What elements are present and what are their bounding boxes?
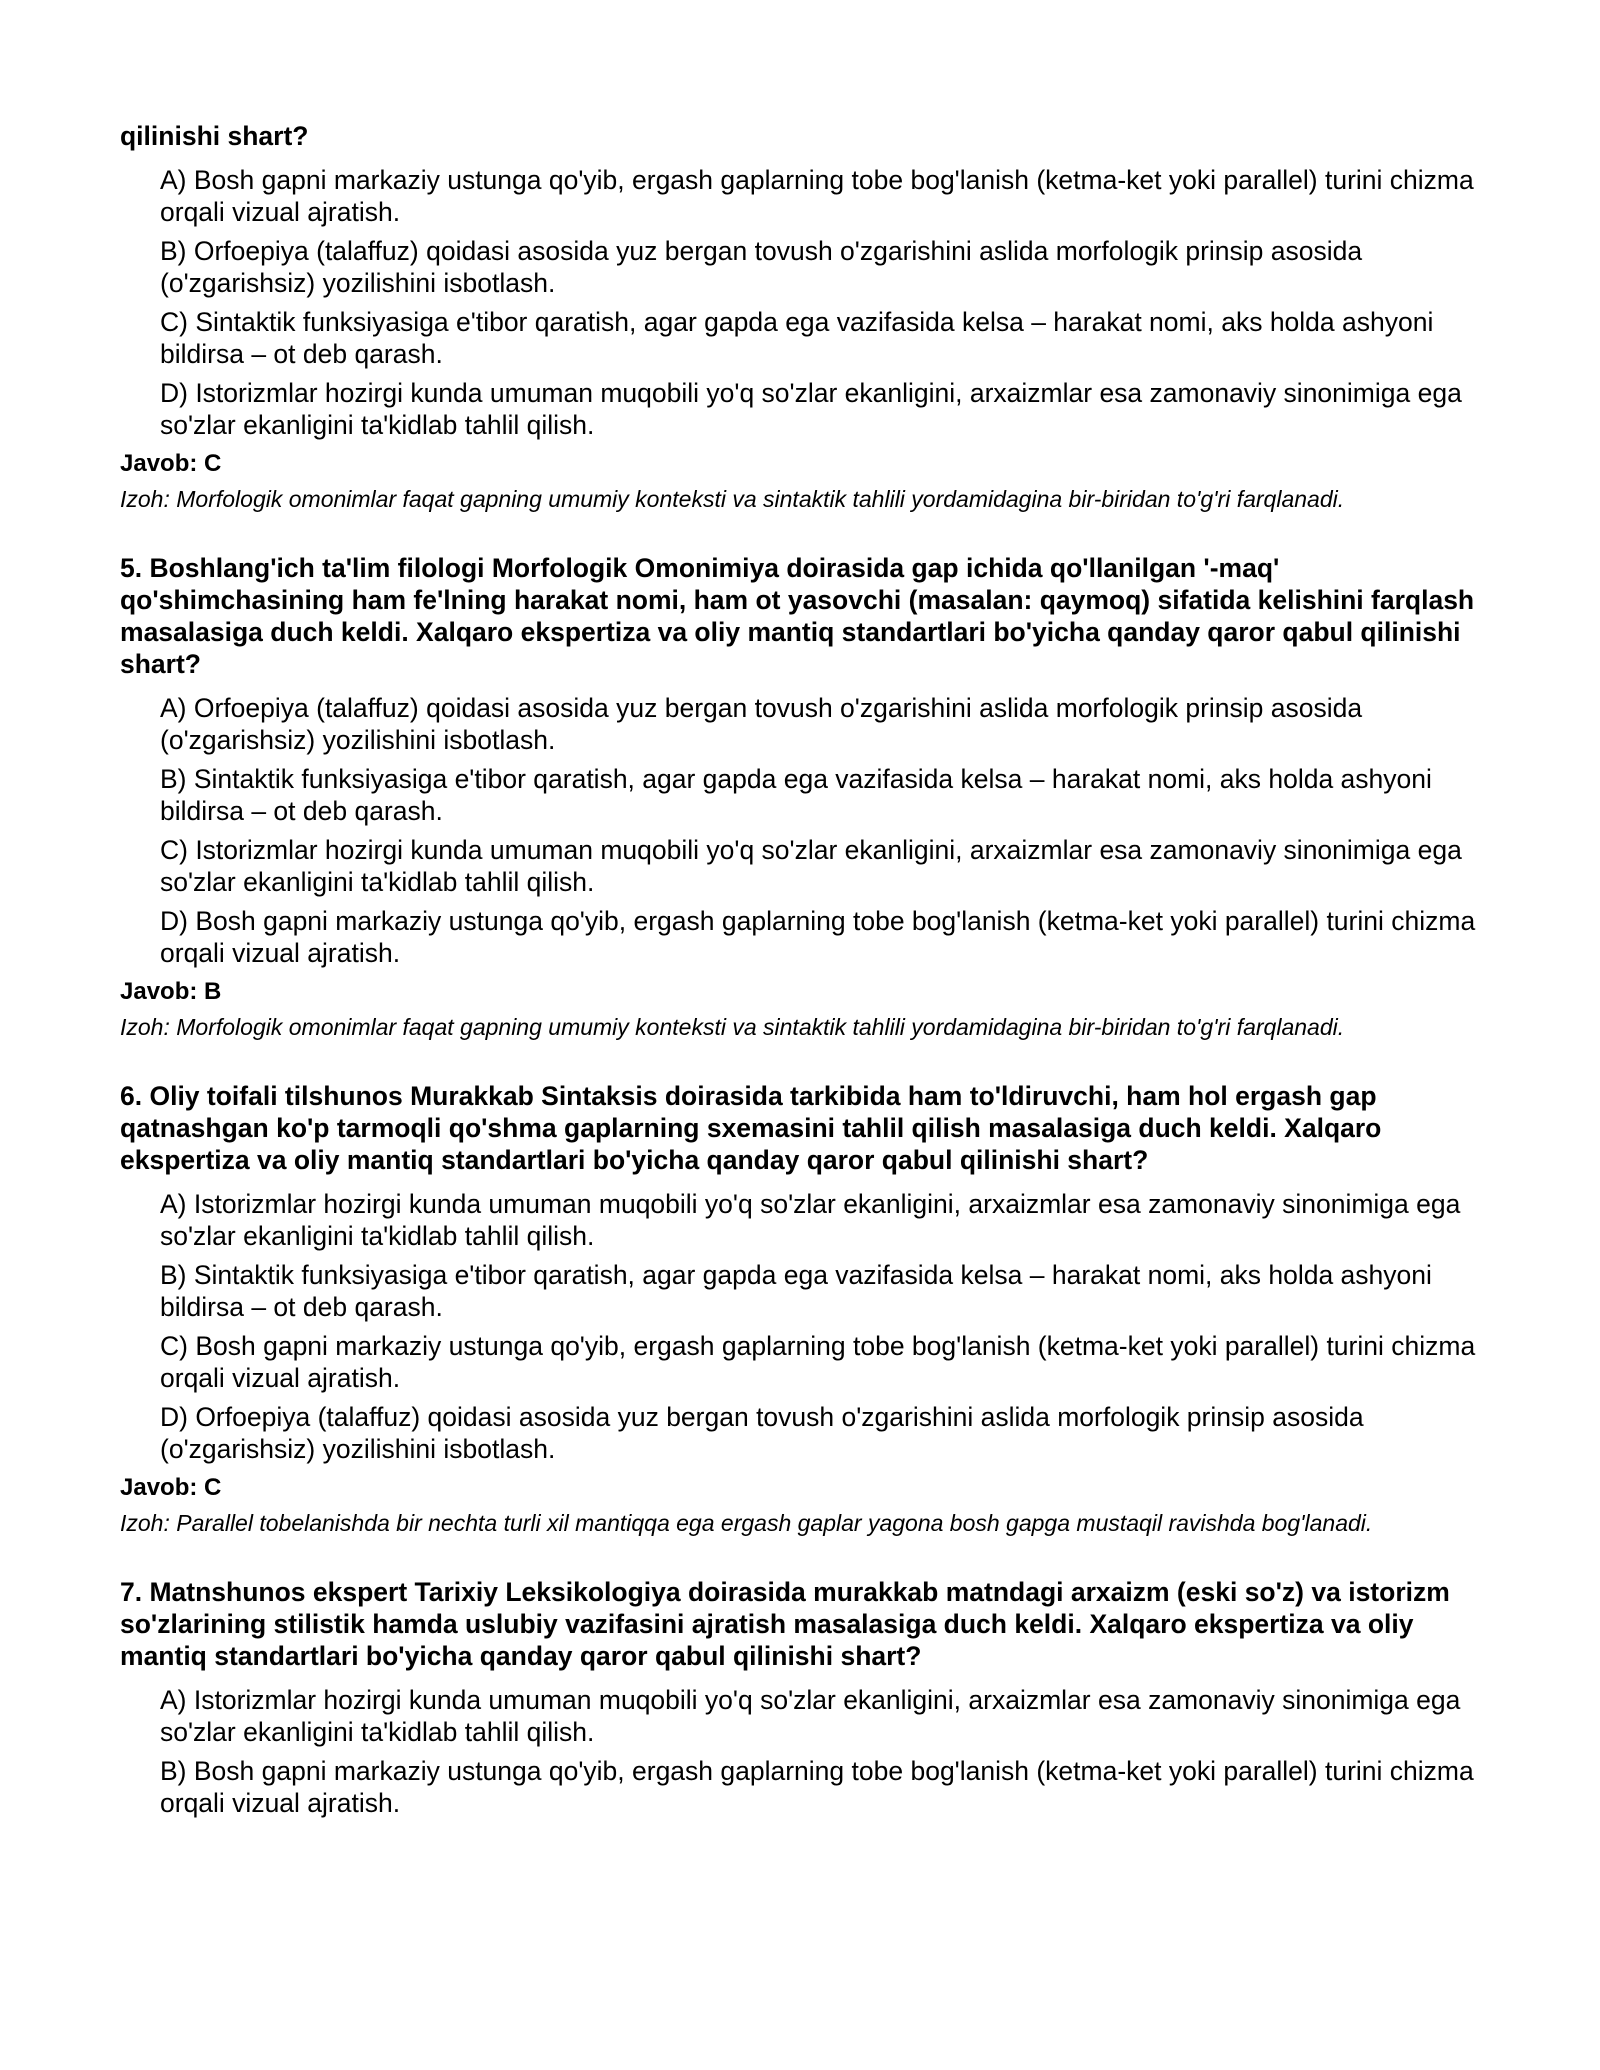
document-page: [120, 120, 1490, 1857]
option-b: B) Bosh gapni markaziy ustunga qo'yib, ergash gaplarning tobe bog'lanish (ketma-ket yoki parallel) turini chizma orqali vizual ajratish.: [160, 1756, 1474, 1818]
question-6: [120, 1080, 1490, 1538]
answer-label: Javob: B: [120, 978, 222, 1005]
option-d: D) Orfoepiya (talaffuz) qoidasi asosida yuz bergan tovush o'zgarishini aslida morfologik prinsip asosida (o'zgarishsiz) yozilishini isbotlash.: [160, 1402, 1364, 1464]
option-c: C) Istorizmlar hozirgi kunda umuman muqobili yo'q so'zlar ekanligini, arxaizmlar esa zamonaviy sinonimiga ega so'zlar ekanligini ta'kidlab tahlil qilish.: [160, 835, 1462, 897]
question-title-tail: qilinishi shart?: [120, 121, 309, 151]
explanation-note: Izoh: Morfologik omonimlar faqat gapning umumiy konteksti va sintaktik tahlili yordamidagina bir-biridan to'g'ri farqlanadi.: [120, 1014, 1345, 1040]
explanation-note: Izoh: Parallel tobelanishda bir nechta turli xil mantiqqa ega ergash gaplar yagona bosh gapga mustaqil ravishda bog'lanadi.: [120, 1510, 1373, 1536]
question-4-continuation: [120, 120, 1490, 514]
option-c: C) Sintaktik funksiyasiga e'tibor qaratish, agar gapda ega vazifasida kelsa – harakat nomi, aks holda ashyoni bildirsa – ot deb qarash.: [160, 307, 1434, 369]
question-7: [120, 1576, 1490, 1819]
option-b: B) Sintaktik funksiyasiga e'tibor qaratish, agar gapda ega vazifasida kelsa – harakat nomi, aks holda ashyoni bildirsa – ot deb qarash.: [160, 764, 1432, 826]
option-d: D) Bosh gapni markaziy ustunga qo'yib, ergash gaplarning tobe bog'lanish (ketma-ket yoki parallel) turini chizma orqali vizual ajratish.: [160, 906, 1476, 968]
question-5: [120, 552, 1490, 1042]
option-a: A) Orfoepiya (talaffuz) qoidasi asosida yuz bergan tovush o'zgarishini aslida morfologik prinsip asosida (o'zgarishsiz) yozilishini isbotlash.: [160, 693, 1363, 755]
option-a: A) Istorizmlar hozirgi kunda umuman muqobili yo'q so'zlar ekanligini, arxaizmlar esa zamonaviy sinonimiga ega so'zlar ekanligini ta'kidlab tahlil qilish.: [160, 1685, 1461, 1747]
question-title: 7. Matnshunos ekspert Tarixiy Leksikologiya doirasida murakkab matndagi arxaizm (eski so'z) va istorizm so'zlarining stilistik hamda uslubiy vazifasini ajratish masalasiga duch keldi. Xalqaro ekspertiza va oliy mantiq standartlari bo'yicha qanday qaror qabul qilinishi shart?: [120, 1577, 1450, 1671]
option-d: D) Istorizmlar hozirgi kunda umuman muqobili yo'q so'zlar ekanligini, arxaizmlar esa zamonaviy sinonimiga ega so'zlar ekanligini ta'kidlab tahlil qilish.: [160, 378, 1462, 440]
option-b: B) Orfoepiya (talaffuz) qoidasi asosida yuz bergan tovush o'zgarishini aslida morfologik prinsip asosida (o'zgarishsiz) yozilishini isbotlash.: [160, 236, 1363, 298]
option-a: A) Istorizmlar hozirgi kunda umuman muqobili yo'q so'zlar ekanligini, arxaizmlar esa zamonaviy sinonimiga ega so'zlar ekanligini ta'kidlab tahlil qilish.: [160, 1189, 1461, 1251]
option-b: B) Sintaktik funksiyasiga e'tibor qaratish, agar gapda ega vazifasida kelsa – harakat nomi, aks holda ashyoni bildirsa – ot deb qarash.: [160, 1260, 1432, 1322]
question-title: 6. Oliy toifali tilshunos Murakkab Sintaksis doirasida tarkibida ham to'ldiruvchi, ham hol ergash gap qatnashgan ko'p tarmoqli qo'shma gaplarning sxemasini tahlil qilish masalasiga duch keldi. Xalqaro ekspertiza va oliy mantiq standartlari bo'yicha qanday qaror qabul qilinishi shart?: [120, 1081, 1382, 1175]
answer-label: Javob: C: [120, 450, 222, 477]
option-a: A) Bosh gapni markaziy ustunga qo'yib, ergash gaplarning tobe bog'lanish (ketma-ket yoki parallel) turini chizma orqali vizual ajratish.: [160, 165, 1474, 227]
explanation-note: Izoh: Morfologik omonimlar faqat gapning umumiy konteksti va sintaktik tahlili yordamidagina bir-biridan to'g'ri farqlanadi.: [120, 486, 1345, 512]
answer-label: Javob: C: [120, 1474, 222, 1501]
option-c: C) Bosh gapni markaziy ustunga qo'yib, ergash gaplarning tobe bog'lanish (ketma-ket yoki parallel) turini chizma orqali vizual ajratish.: [160, 1331, 1476, 1393]
question-title: 5. Boshlang'ich ta'lim filologi Morfologik Omonimiya doirasida gap ichida qo'llanilgan '-maq' qo'shimchasining ham fe'lning harakat nomi, ham ot yasovchi (masalan: qaymoq) sifatida kelishini farqlash masalasiga duch keldi. Xalqaro ekspertiza va oliy mantiq standartlari bo'yicha qanday qaror qabul qilinishi shart?: [120, 553, 1475, 679]
